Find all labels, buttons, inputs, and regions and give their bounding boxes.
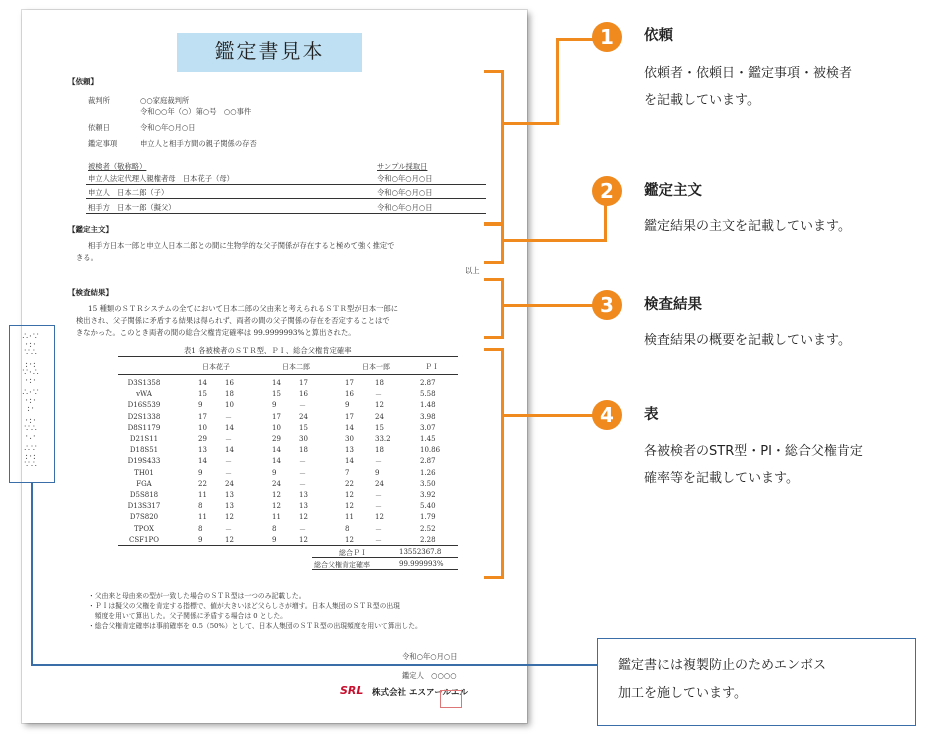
table-cell: 9: [345, 401, 350, 410]
table-cell: 18: [299, 446, 308, 455]
table-cell: 14: [345, 423, 354, 432]
table-cell: 17: [299, 379, 308, 387]
table-cell: －: [375, 391, 382, 400]
emboss-pattern: :·: ∵·∴ ·:·: [22, 360, 40, 386]
table-cell: 29: [198, 435, 207, 443]
table-cell: 9: [198, 535, 203, 544]
table-cell: 22: [198, 479, 207, 488]
footer-date: 令和○年○月○日: [402, 652, 458, 661]
subject-divider: [86, 198, 486, 199]
subject-row-3-name: 相手方 日本一郎（擬父）: [88, 203, 176, 212]
table-cell: －: [299, 402, 306, 411]
table-cell: 10: [198, 423, 207, 432]
table-cell: 13: [299, 502, 308, 511]
table-cell: 18: [225, 390, 234, 399]
sampling-header: サンプル採取日: [377, 162, 428, 171]
table-cell: 9: [272, 468, 277, 477]
subject-row-3-date: 令和○年○月○日: [377, 203, 433, 212]
table-cell: 24: [375, 479, 384, 488]
table-cell: 12: [299, 513, 308, 522]
request-heading: 【依頼】: [68, 77, 98, 86]
connector-main: [604, 200, 607, 242]
emboss-pattern: ∴∵ :·: ∵∴: [24, 444, 38, 470]
table-cell: 9: [272, 401, 277, 410]
note-line: 頻度を用いて算出した。父子関係に矛盾する場合は 0 とした。: [88, 612, 287, 620]
table-cell: 14: [272, 446, 281, 455]
table-cell: －: [225, 469, 232, 478]
table-locus-cell: D2S1338: [127, 412, 161, 421]
main-text-line-1: 相手方日本一郎と申立人日本二郎との間に生物学的な父子関係が存在すると極めて強く推定で: [88, 241, 395, 250]
table-cell: 1.79: [420, 513, 436, 522]
table-cell: 24: [272, 479, 281, 488]
table-cell: 30: [345, 435, 354, 443]
table-cell: 15: [272, 390, 281, 399]
table-locus-cell: D8S1179: [127, 423, 161, 432]
table-cell: 17: [345, 412, 354, 421]
callout-desc-line: を記載しています。: [644, 93, 760, 108]
subject-divider: [86, 184, 486, 185]
emboss-connector: [31, 482, 33, 665]
table-cell: 10: [225, 401, 234, 410]
table-locus-cell: D19S433: [127, 457, 161, 466]
table-cell: 8: [345, 524, 350, 533]
table-cell: 3.07: [420, 423, 436, 432]
emboss-pattern: ·:· ∵∴ ·.·: [24, 416, 38, 442]
table-cell: －: [225, 413, 232, 422]
probability-label: 総合父権肯定確率: [314, 561, 370, 569]
table-cell: 33.2: [375, 435, 391, 443]
emboss-connector: [31, 664, 598, 666]
table-cell: 5.40: [420, 502, 436, 511]
table-cell: 17: [198, 412, 207, 421]
table-cell: 11: [198, 513, 207, 522]
bracket-result: [484, 278, 504, 339]
table-cell: －: [375, 503, 382, 512]
table-cell: 12: [299, 535, 308, 544]
connector-request: [501, 122, 559, 125]
table-caption: 表1 各被検者のＳＴＲ型、ＰＩ、総合父権肯定確率: [184, 346, 352, 355]
main-text-line-2: きる。: [76, 253, 98, 262]
table-cell: －: [299, 525, 306, 534]
table-cell: －: [225, 436, 232, 444]
callout-desc-line: 確率等を記載しています。: [644, 471, 799, 486]
table-cell: 1.45: [420, 435, 436, 443]
table-cell: 30: [299, 435, 308, 443]
table-cell: 17: [272, 412, 281, 421]
table-cell: 12: [345, 535, 354, 544]
emboss-pattern: ∴·∵ ·:· ∵∴: [22, 332, 40, 358]
table-cell: 24: [225, 479, 234, 488]
table-cell: 18: [375, 446, 384, 455]
table-locus-cell: D7S820: [129, 513, 159, 522]
table-locus-cell: D5S818: [129, 491, 159, 499]
callout-title-result: 検査結果: [644, 297, 702, 313]
table-cell: 16: [299, 390, 308, 399]
company-logo: SRL: [340, 684, 364, 697]
table-cell: 24: [375, 412, 384, 421]
table-cell: 12: [345, 502, 354, 511]
table-locus-cell: D16S539: [127, 401, 161, 410]
table-cell: 8: [198, 524, 203, 533]
table-cell: 10: [272, 423, 281, 432]
connector-request: [556, 38, 559, 125]
table-cell: 13: [299, 491, 308, 499]
table-cell: 14: [198, 379, 207, 387]
document-page: [22, 10, 527, 723]
connector-request: [556, 38, 596, 41]
table-cell: 7: [345, 468, 350, 477]
callout-number: 3: [592, 290, 622, 320]
table-cell: 12: [345, 491, 354, 499]
table-cell: 2.87: [420, 379, 436, 387]
callout-desc-table: [644, 438, 863, 492]
table-cell: 13: [225, 502, 234, 511]
emboss-note-line-2: 加工を施しています。: [618, 686, 747, 701]
connector-main: [501, 239, 607, 242]
table-cell: 14: [272, 379, 281, 387]
table-cell: －: [299, 480, 306, 489]
table-cell: 12: [272, 502, 281, 511]
callout-number: 1: [592, 22, 622, 52]
callout-title-request: 依頼: [644, 28, 673, 44]
table-cell: 17: [345, 379, 354, 387]
table-cell: 9: [375, 468, 380, 477]
table-locus-cell: CSF1PO: [129, 535, 159, 544]
callout-number: 4: [592, 400, 622, 430]
result-text-line-1: 15 種類のＳＴＲシステムの全てにおいて日本二郎の父由来と考えられるＳＴＲ型が日本一郎に: [88, 304, 399, 313]
column-header: 日本一郎: [362, 363, 390, 371]
total-rule: [312, 569, 458, 570]
table-cell: 12: [225, 535, 234, 544]
emboss-note-line-1: 鑑定書には複製防止のためエンボス: [618, 658, 827, 673]
date-label: 依頼日: [88, 123, 110, 132]
table-locus-cell: FGA: [136, 479, 152, 488]
callout-desc-line: 検査結果の概要を記載しています。: [644, 333, 851, 348]
table-cell: 14: [272, 457, 281, 466]
table-cell: 9: [198, 468, 203, 477]
table-cell: －: [375, 525, 382, 534]
table-cell: 11: [272, 513, 281, 522]
bracket-request: [484, 70, 504, 226]
note-line: ・総合父権肯定確率は事前確率を 0.5（50%）として、日本人集団のＳＴＲ型の出現頻度を用いて算出した。: [88, 622, 422, 630]
table-cell: 1.26: [420, 468, 436, 477]
table-cell: 13: [198, 446, 207, 455]
table-cell: 3.50: [420, 479, 436, 488]
table-cell: －: [299, 458, 306, 467]
total-pi-label: 総合ＰＩ: [339, 549, 367, 557]
court-value: ○○家庭裁判所: [140, 96, 190, 105]
bracket-main: [484, 222, 504, 264]
table-locus-cell: TPOX: [134, 524, 154, 533]
note-line: ・ＰＩは擬父の父権を肯定する指標で、値が大きいほど父らしさが増す。日本人集団のＳＴＲ型の出現: [88, 602, 400, 610]
table-header-rule: [118, 374, 458, 375]
table-bottom-rule: [118, 545, 458, 546]
main-heading: 【鑑定主文】: [68, 225, 113, 234]
probability-value: 99.999993%: [399, 560, 444, 568]
total-rule: [312, 557, 458, 558]
table-cell: 8: [198, 502, 203, 511]
table-cell: 15: [198, 390, 207, 399]
callout-desc-result: [644, 327, 851, 354]
table-cell: 29: [272, 435, 281, 443]
callout-desc-main: [644, 213, 851, 240]
table-cell: 14: [345, 457, 354, 466]
result-text-line-2: 検出され、父子関係に矛盾する結果は得られず、両者の間の父子関係の存在を否定することはで: [76, 316, 390, 325]
table-cell: 12: [375, 401, 384, 410]
note-line: ・父由来と母由来の型が一致した場合のＳＴＲ型は一つのみ記載した。: [88, 592, 306, 600]
callout-number: 2: [592, 176, 622, 206]
callout-desc-line: 鑑定結果の主文を記載しています。: [644, 219, 851, 234]
table-cell: 3.98: [420, 412, 436, 421]
table-cell: 8: [272, 524, 277, 533]
table-cell: 15: [375, 423, 384, 432]
table-cell: 2.52: [420, 524, 436, 533]
table-cell: －: [375, 458, 382, 467]
subject-divider: [86, 213, 486, 214]
table-cell: 14: [198, 457, 207, 466]
table-cell: 18: [375, 379, 384, 387]
column-header: 日本花子: [202, 363, 230, 371]
table-cell: 11: [345, 513, 354, 522]
table-cell: －: [375, 492, 382, 500]
company-name: 株式会社 エスアールエル: [372, 688, 469, 698]
table-cell: 9: [272, 535, 277, 544]
table-cell: 3.92: [420, 491, 436, 499]
emboss-note-text: [618, 652, 826, 708]
total-pi-value: 13552367.8: [399, 548, 442, 556]
table-cell: 13: [345, 446, 354, 455]
matter-value: 申立人と相手方間の親子関係の存否: [140, 139, 257, 148]
table-cell: －: [375, 536, 382, 545]
table-cell: 11: [198, 491, 207, 499]
subjects-header: 被検者（敬称略）: [88, 162, 147, 171]
table-cell: 9: [198, 401, 203, 410]
seal-stamp: [440, 690, 462, 708]
table-cell: 14: [225, 446, 234, 455]
callout-desc-request: [644, 60, 852, 114]
table-cell: 12: [375, 513, 384, 522]
table-cell: 14: [225, 423, 234, 432]
table-top-rule: [118, 356, 458, 357]
table-locus-cell: D13S317: [127, 502, 161, 511]
column-header: 日本二郎: [282, 363, 310, 371]
table-cell: 22: [345, 479, 354, 488]
table-cell: 24: [299, 412, 308, 421]
bracket-table: [484, 348, 504, 579]
result-heading: 【検査結果】: [68, 288, 113, 297]
connector-result: [501, 304, 596, 307]
table-cell: 12: [272, 491, 281, 499]
table-cell: 2.87: [420, 457, 436, 466]
table-cell: 12: [225, 513, 234, 522]
table-locus-cell: D18S51: [129, 446, 159, 455]
matter-label: 鑑定事項: [88, 139, 118, 148]
table-locus-cell: vWA: [136, 390, 152, 399]
table-cell: 13: [225, 491, 234, 499]
connector-table: [501, 414, 596, 417]
document-title: 鑑定書見本: [214, 39, 325, 63]
table-cell: －: [225, 525, 232, 534]
appraiser: 鑑定人 ○○○○: [402, 671, 457, 680]
emboss-pattern: ∴·∵ ·:· :·: [22, 388, 40, 414]
table-cell: 5.58: [420, 390, 436, 399]
date-value: 令和○年○月○日: [140, 123, 196, 132]
table-cell: －: [299, 469, 306, 478]
main-end-mark: 以上: [465, 266, 480, 275]
callout-desc-line: 依頼者・依頼日・鑑定事項・被検者: [644, 66, 853, 81]
table-cell: 1.48: [420, 401, 436, 410]
court-label: 裁判所: [88, 96, 110, 105]
table-cell: －: [225, 458, 232, 467]
table-cell: 2.28: [420, 535, 436, 544]
subject-row-2-name: 申立人 日本二郎（子）: [88, 188, 169, 197]
callout-desc-line: 各被検者のSTR型・PI・総合父権肯定: [644, 444, 863, 459]
subject-row-2-date: 令和○年○月○日: [377, 188, 433, 197]
callout-title-main: 鑑定主文: [644, 183, 702, 199]
table-cell: 16: [225, 379, 234, 387]
table-cell: 15: [299, 423, 308, 432]
table-locus-cell: D21S11: [129, 435, 159, 443]
subject-row-1-name: 申立人法定代理人親権者母 日本花子（母）: [88, 174, 234, 183]
column-header: ＰＩ: [425, 363, 439, 371]
subject-row-1-date: 令和○年○月○日: [377, 174, 433, 183]
result-text-line-3: きなかった。このとき両者の間の総合父権肯定確率は 99.9999993%と算出された。: [76, 328, 356, 337]
case-value: 令和○○年（○）第○号 ○○事件: [140, 107, 252, 116]
table-cell: 10.86: [420, 446, 441, 455]
table-cell: 16: [345, 390, 354, 399]
table-locus-cell: TH01: [134, 468, 154, 477]
table-locus-cell: D3S1358: [127, 379, 161, 387]
callout-title-table: 表: [644, 407, 659, 423]
